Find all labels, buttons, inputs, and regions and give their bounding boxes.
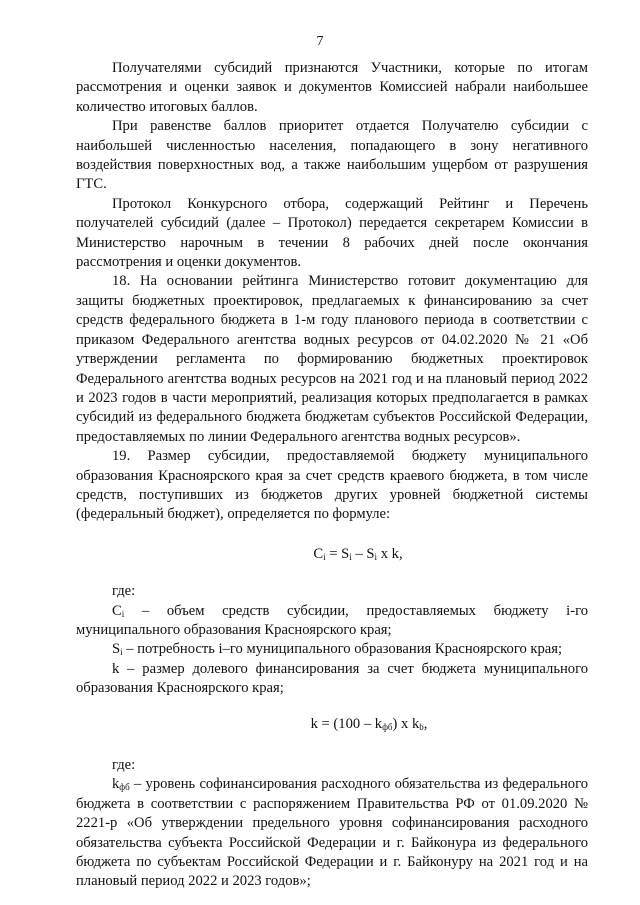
page-number: 7 (316, 34, 324, 49)
definition-c: $C_i$ – объем средств субсидии, предоставляемых бюджету i-го муниципального образования Красноярского края; (76, 602, 588, 638)
formula-k: $k = (100 - k_{фб})$ x $k_b$, (310, 715, 428, 732)
paragraph-19: 19. Размер субсидии, предоставляемой бюджету муниципального образования Красноярского края за счет средств краевого бюджета, в том числе средств, поступивших из бюджетов других уровней бюджетной системы (федеральный бюджет), определяется по формуле: (76, 448, 588, 523)
formula-subsidy: $C_i = S_i - S_i$ x k, (313, 545, 403, 562)
paragraph-priority: При равенстве баллов приоритет отдается Получателю субсидии с наибольшей численностью населения, попадающего в зону негативного воздействия поверхностных вод, а также наибольшим ущербом от разрушения ГТС. (76, 118, 588, 193)
definition-s: $S_i$ – потребность i–го муниципального образования Красноярского края; (112, 641, 563, 658)
document-body (76, 59, 588, 892)
definition-kfb: $k_{фб}$ – уровень софинансирования расходного обязательства из федерального бюджета в соответствии с распоряжением Правительства РФ от 01.09.2020 № 2221-р «Об утверждении предельного уровня софинансирования расходного обязательства субъекта Российской Федерации и г. Байконура из федерального бюджета по субъектам Российской Федерации и г. Байконуру на 2021 год и на плановый период 2022 и 2023 годов»; (76, 776, 588, 890)
paragraph-recipients: Получателями субсидий признаются Участники, которые по итогам рассмотрения и оценки заявок и документов Комиссией набрали наибольшее количество итоговых баллов. (76, 60, 588, 115)
paragraph-protocol: Протокол Конкурсного отбора, содержащий Рейтинг и Перечень получателей субсидий (далее – Протокол) передается секретарем Комиссии в Министерство нарочным в течении 8 рабочих дней после окончания рассмотрения и оценки документов. (76, 195, 588, 271)
definition-k: k – размер долевого финансирования за счет бюджета муниципального образования Красноярского края; (76, 660, 588, 697)
paragraph-18: 18. На основании рейтинга Министерство готовит документацию для защиты бюджетных проектировок, предлагаемых к финансированию за счет средств федерального бюджета в 1-м году планового периода в соответствии с приказом Федерального агентства водных ресурсов от 04.02.2020 № 21 «Об утверждении регламента по формированию бюджетных проектировок Федерального агентства водных ресурсов на 2021 год и на плановый период 2022 и 2023 годов в части мероприятий, реализация которых предполагается в рамках субсидий из федерального бюджета бюджетам субъектов Российской Федерации, предоставляемых по линии Федерального агентства водных ресурсов». (76, 273, 588, 445)
where-label-2: где: (112, 757, 136, 773)
where-label-1: где: (112, 583, 136, 600)
